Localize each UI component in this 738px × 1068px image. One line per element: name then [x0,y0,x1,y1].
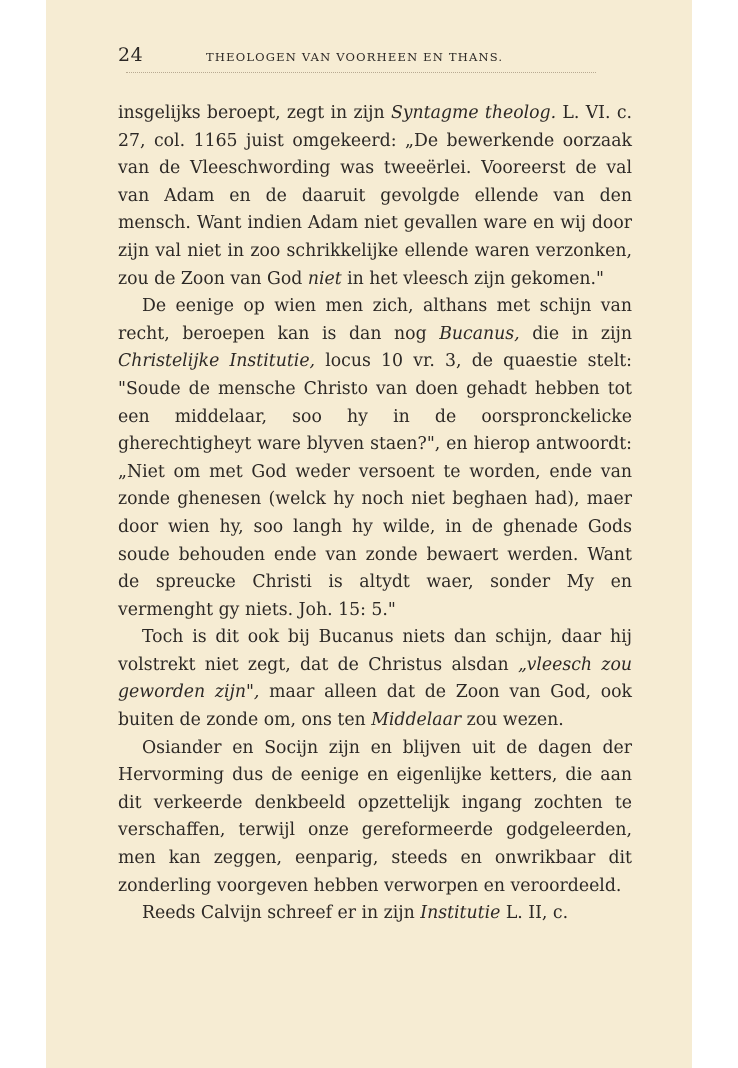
text-segment: L. II, c. [500,903,569,924]
paragraph [118,900,632,928]
italic-text: Institutie [420,903,501,924]
paragraph [118,735,632,901]
running-title: THEOLOGEN VAN VOORHEEN EN THANS. [206,50,504,64]
text-segment: Toch is dit ook bij Bucanus niets dan schijn, daar hij volstrekt niet zegt, dat de Christus alsdan [118,627,632,675]
text-segment: L. VI. c. 27, col. 1165 juist omgekeerd: „De bewerkende oorzaak van de Vleeschwording was tweeërlei. Vooreerst de val van Adam en de daaruit gevolgde ellende van den mensch. Want indien Adam niet gevallen ware en wij door zijn val niet in zoo schrikkelijke ellende waren verzonken, zou de Zoon van God [118,103,632,289]
italic-text: Middelaar [371,710,462,731]
text-segment: locus 10 vr. 3, de quaestie stelt: "Soude de mensche Christo van doen gehadt hebben tot een middelaar, soo hy in de oorspronckelicke gherechtigheyt ware blyven staen?", en hierop antwoordt: „Niet om met God weder versoent te worden, ende van zonde ghenesen (welck hy noch niet beghaen had), maer door wien hy, soo langh hy wilde, in de ghenade Gods soude behouden ende van zonde bewaert werden. Want de spreucke Christi is altydt waer, sonder My en vermenght gy niets. Joh. 15: 5." [118,351,632,620]
text-segment: maar alleen dat de Zoon van God, ook buiten de zonde om, ons ten [118,682,632,731]
paragraph [118,293,632,624]
paragraph [118,100,632,293]
text-segment: in het vleesch zijn gekomen." [341,268,604,289]
text-segment: zou wezen. [461,710,564,731]
italic-text: „vleesch zou geworden zijn", [118,654,633,703]
page-header [118,44,608,68]
text-segment: Osiander en Socijn zijn en blijven uit de dagen der Hervorming dus de eenige en eigenlijke ketters, die aan dit verkeerde denkbeeld opzettelijk ingang zochten te verschaffen, terwijl onze gereformeerde godgeleerden, men kan zeggen, eenparig, steeds en onwrikbaar dit zonderling voorgeven hebben verworpen en veroordeeld. [118,737,632,896]
text-segment: die in zijn [519,323,632,344]
book-page [46,0,692,1068]
italic-text: niet [307,268,342,289]
text-segment: insgelijks beroept, zegt in zijn [118,103,391,123]
italic-text: Christelijke Institutie, [118,351,316,372]
body-text [118,100,632,928]
header-rule [126,72,596,73]
italic-text: Bucanus, [439,323,520,344]
text-segment: Reeds Calvijn schreef er in zijn [142,903,421,924]
paragraph [118,624,632,734]
text-segment: De eenige op wien men zich, althans met schijn van recht, beroepen kan is dan nog [118,296,632,344]
page-number: 24 [118,44,144,66]
italic-text: Syntagme theolog. [390,103,557,123]
